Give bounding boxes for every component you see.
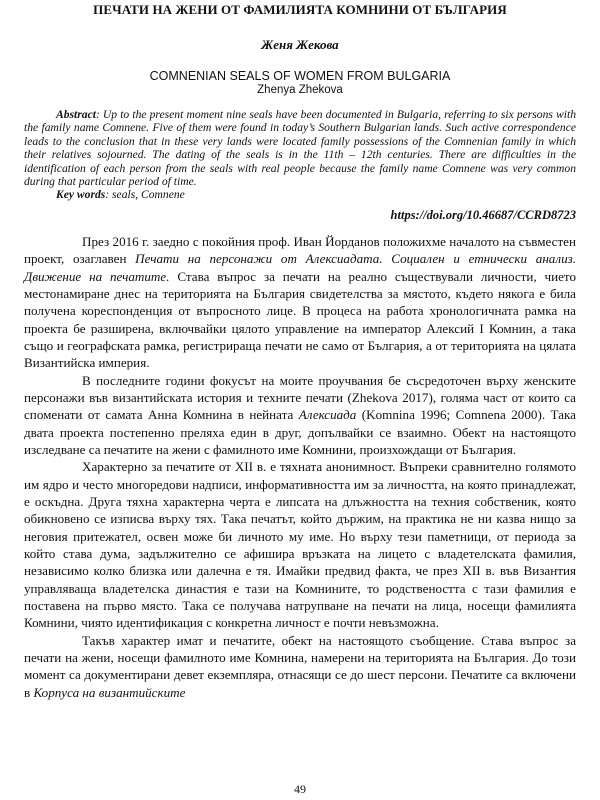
doi-link[interactable]: https://doi.org/10.46687/CCRD8723 [390,207,576,222]
paragraph-4 [24,632,576,701]
page-number: 49 [294,782,306,796]
paragraph-3: Характерно за печатите от XII в. е тяхната анонимност. Въпреки сравнително голямото им ядро и често многоредови надписи, информативността им за личността, на която принадлежат, е оскъдна. Друга тяхна характерна черта е липсата на длъжността на техния собственик, която обикновено се изписва върху тях. Така печатът, който държим, на практика не ни казва нищо за неговия притежател, освен може би личното му име. Но върху тези паметници, от периода за който става дума, задължително се афишира връзката на лицето с владетелската фамилия, независимо колко близка или далечна е тя. Имайки предвид факта, че през XII в. във Византия управляваща владетелска династия е тази на Комнините, то родствеността с тази фамилия е поставена на първо място. Така се получава натрупване на печати на лица, носещи фамилията Комнини, чиято идентификация с конкретна личност е почти невъзможна. [24,459,576,631]
article-body [24,233,576,701]
abstract-label: Abstract [56,108,96,121]
keywords-label: Key words [56,188,106,202]
corpus-title: Корпуса на византийските [33,684,186,700]
article-title-bg: ПЕЧАТИ НА ЖЕНИ ОТ ФАМИЛИЯТА КОМНИНИ ОТ БЪЛГАРИЯ [93,2,507,17]
article-title-en: COMNENIAN SEALS OF WOMEN FROM BULGARIA [149,69,451,83]
abstract-text: : Up to the present moment nine seals have been documented in Bulgaria, referring to six persons with the family name Comnene. Five of them were found in today’s Southern Bulgarian lands. Such active correspondence leads to the conclusion that in these very lands were located family possessions of the Comnenian family in which their relatives sojourned. The dating of the seals is in the 11th – 12th centuries. There are difficulties in the identification of each person from the seals with real people because the family name Comnene was very common during that particular period of time. [24,108,576,189]
paragraph-1-text: През 2016 г. заедно с покойния проф. Иван Йорданов положихме началото на съвместен проект, озаглавен [24,233,576,267]
paragraph-2-text: В последните години фокусът на моите проучвания бе съсредоточен върху женските персонажи във византийската история и техните печати (Zhekova 2017), голяма част от които са споменати от самата Анна Комнина в нейната [24,372,576,423]
paragraph-1-text-cont: Става въпрос за печати на реално съществували личности, чието местонамиране днес на територията на България свидетелства за мястото, където някога е била получена кореспонденция от въпросното лице. В процеса на работа хронологичната рамка на проекта бе разширена, включвайки цялото управление на император Алексий I Комнин, а така също и географската рамка, регистрираща печати не само от България, а от територията на цялата Византийска империя. [24,268,576,371]
paragraph-1 [24,233,576,372]
paragraph-2 [24,372,576,459]
abstract [24,108,576,188]
keywords-text: : seals, Comnene [105,188,185,202]
author-name-bg: Женя Жекова [261,37,339,52]
paragraph-4-text: Такъв характер имат и печатите, обект на настоящото съобщение. Става въпрос за печати на жени, носещи фамилното име Комнина, намерени на територията на България. До този момент са документирани девет екземпляра, отнасящи се до шест персони. Печатите са включени в [24,632,576,700]
keywords [24,188,576,201]
paragraph-2-text-cont: (Komnina 1996; Comnena 2000). Така двата проекта постепенно преляха един в друг, допълвайки се взаимно. Обект на настоящото изследване са печатите на жени с фамилното име Комнини, произхождащи от България. [24,407,576,457]
alexiad-title: Алексиада [298,407,357,423]
author-name-en: Zhenya Zhekova [257,84,343,96]
project-title: Печати на персонажи от Алексиадата. Социален и етнически анализ. Движение на печатите. [24,251,576,284]
